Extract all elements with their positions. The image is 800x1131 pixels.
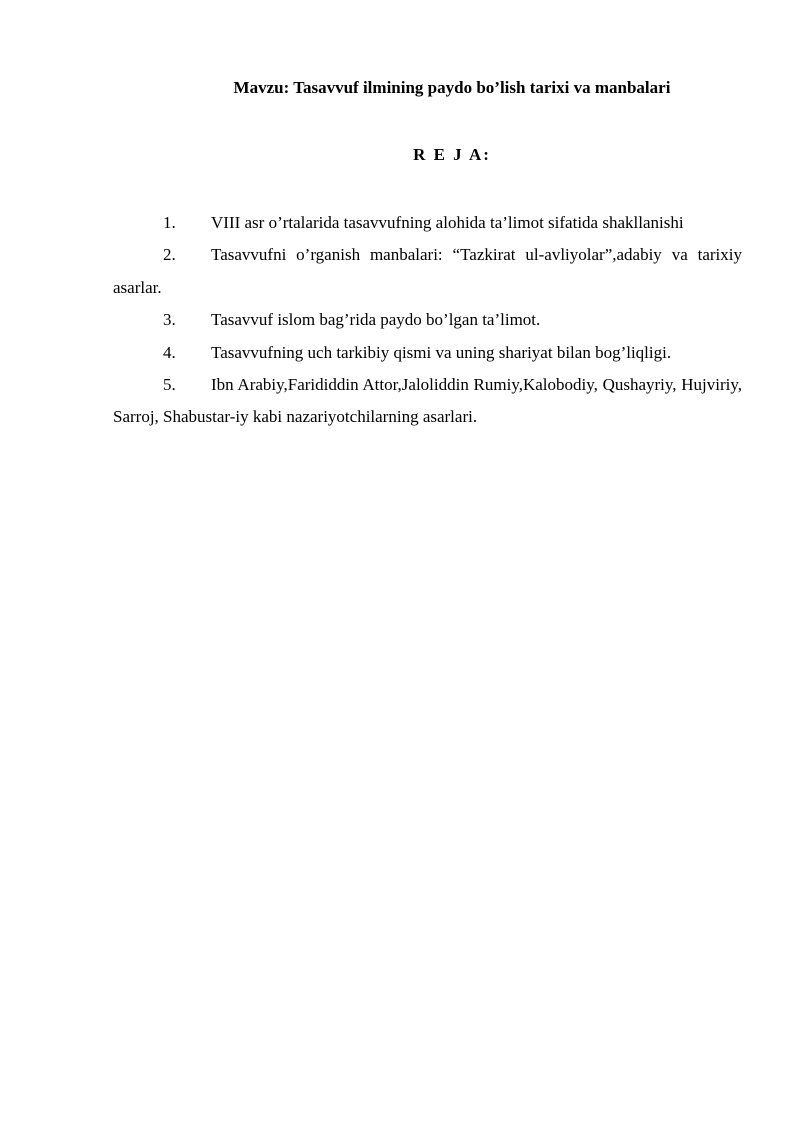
- plan-heading-text: R E J A:: [413, 145, 491, 164]
- plan-item: [113, 207, 742, 239]
- plan-item-number: 5.: [163, 375, 176, 395]
- plan-item: [113, 369, 742, 434]
- plan-item-number: 1.: [163, 213, 176, 232]
- plan-item-text: VIII asr o’rtalarida tasavvufning alohida ta’limot sifatida shakllanishi: [211, 213, 684, 232]
- plan-item-text: Tasavvufning uch tarkibiy qismi va uning shariyat bilan bog’liqligi.: [211, 342, 672, 362]
- plan-item-number: 2.: [163, 245, 176, 265]
- plan-list: [113, 207, 742, 434]
- document-title: [0, 77, 800, 99]
- plan-item: [113, 239, 742, 304]
- document-title-text: Mavzu: Tasavvuf ilmining paydo bo’lish tarixi va manbalari: [233, 78, 671, 97]
- plan-item-text: Tasavvuf islom bag’rida paydo bo’lgan ta’limot.: [211, 310, 541, 330]
- plan-item-text: Tasavvufni o’rganish manbalari: “Tazkirat ul-avliyolar”,adabiy va tarixiy asarlar.: [113, 245, 742, 297]
- plan-item: [113, 304, 742, 336]
- plan-item: [113, 337, 742, 369]
- plan-heading: [0, 144, 800, 166]
- plan-item-number: 4.: [163, 342, 176, 362]
- plan-item-text: Ibn Arabiy,Farididdin Attor,Jaloliddin Rumiy,Kalobodiy, Qushayriy, Hujviriy, Sarroj, Shabustar-iy kabi nazariyotchilarning asarlari.: [113, 375, 742, 427]
- plan-item-number: 3.: [163, 310, 176, 330]
